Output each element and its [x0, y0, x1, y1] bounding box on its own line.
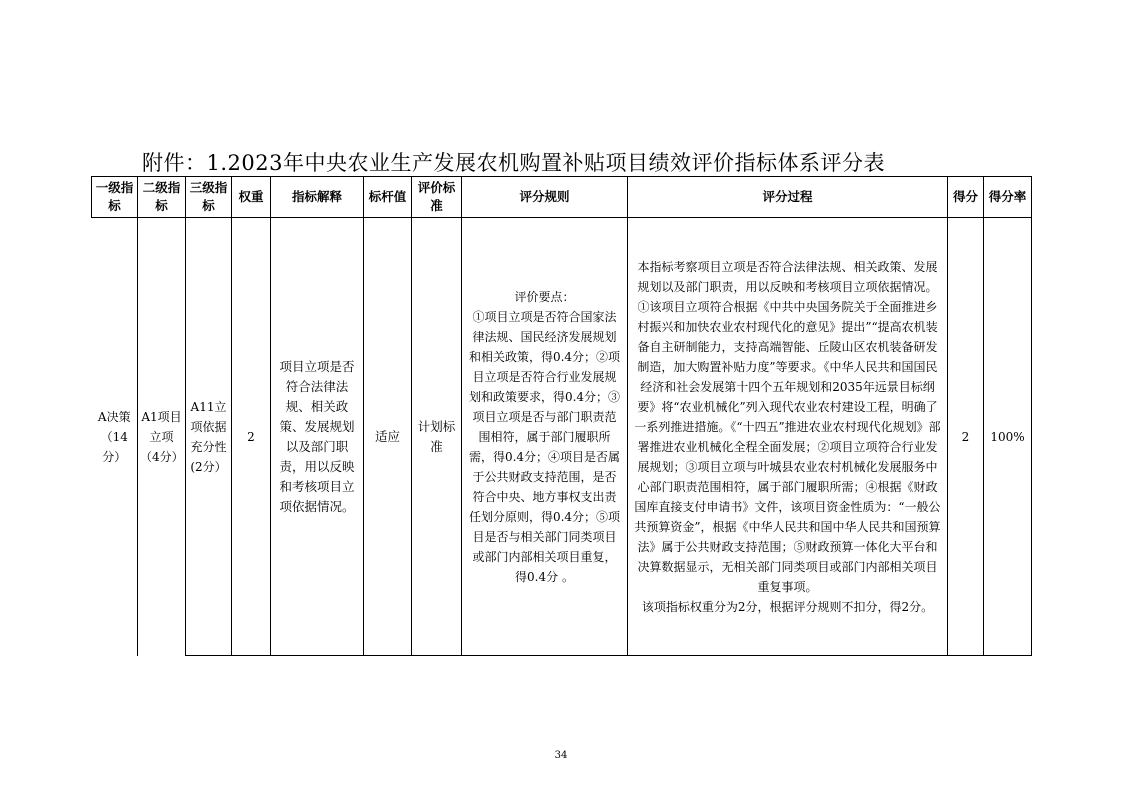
- cell-weight: 2: [232, 218, 271, 656]
- cell-benchmark: 适应: [364, 218, 412, 656]
- page-number: 34: [554, 750, 568, 761]
- cell-score: 2: [948, 218, 984, 656]
- header-rules: 评分规则: [462, 177, 628, 218]
- header-level1: 一级指标: [92, 177, 138, 218]
- cell-level2: A1项目立项（4分）: [138, 218, 186, 656]
- cell-rules: [462, 218, 628, 656]
- process-detail: ①该项目立项符合根据《中共中央国务院关于全面推进乡村振兴和加快农业农村现代化的意见》提出”“提高农机装备自主研制能力，支持高端智能、丘陵山区农机装备研发制造，加大购置补贴力度”等要求。《中华人民共和国国民经济和社会发展第十四个五年规划和2035年远景目标纲要》将“农业机械化”列入现代农业农村建设工程，明确了一系列推进措施。《“十四五”推进农业农村现代化规划》部署推进农业机械化全程全面发展；②项目立项符合行业发展规划；③项目立项与叶城县农业农村机械化发展服务中心部门职责范围相符，属于部门履职所需；④根据《财政国库直接支付申请书》文件，该项目资金性质为：“一般公共预算资金”，根据《中华人民共和国中华人民共和国预算法》属于公共财政支持范围；⑤财政预算一体化大平台和决算数据显示，无相关部门同类项目或部门内部相关项目重复事项。: [634, 299, 941, 594]
- header-explanation: 指标解释: [271, 177, 364, 218]
- cell-level3: A11立项依据充分性(2分）: [186, 218, 232, 656]
- header-level3: 三级指标: [186, 177, 232, 218]
- process-conclusion: 该项指标权重分为2分，根据评分规则不扣分，得2分。: [641, 599, 934, 614]
- document-title: 附件：1.2023年中央农业生产发展农机购置补贴项目绩效评价指标体系评分表: [142, 151, 885, 175]
- header-benchmark: 标杆值: [364, 177, 412, 218]
- header-level2: 二级指标: [138, 177, 186, 218]
- header-score: 得分: [948, 177, 984, 218]
- evaluation-table: [91, 176, 1032, 656]
- header-standard: 评价标准: [412, 177, 462, 218]
- cell-explanation: 项目立项是否符合法律法规、相关政策、发展规划以及部门职责，用以反映和考核项目立项依据情况。: [271, 218, 364, 656]
- cell-process: [628, 218, 948, 656]
- header-weight: 权重: [232, 177, 271, 218]
- header-rate: 得分率: [984, 177, 1032, 218]
- cell-level1: A决策（14分）: [92, 218, 138, 656]
- cell-standard: 计划标准: [412, 218, 462, 656]
- header-process: 评分过程: [628, 177, 948, 218]
- process-intro: 本指标考察项目立项是否符合法律法规、相关政策、发展规划以及部门职责，用以反映和考核项目立项依据情况。: [637, 259, 938, 294]
- cell-rate: 100%: [984, 218, 1032, 656]
- table-row: [92, 218, 1032, 656]
- rules-body: ①项目立项是否符合国家法律法规、国民经济发展规划和相关政策，得0.4分；②项目立项是否符合行业发展规划和政策要求，得0.4分；③项目立项是否与部门职责范围相符，属于部门履职所需，得0.4分；④项目是否属于公共财政支持范围，是否符合中央、地方事权支出责任划分原则，得0.4分；⑤项目是否与相关部门同类项目或部门内部相关项目重复，得0.4分 。: [468, 309, 621, 584]
- table-header-row: [92, 177, 1032, 218]
- rules-heading: 评价要点：: [514, 289, 575, 304]
